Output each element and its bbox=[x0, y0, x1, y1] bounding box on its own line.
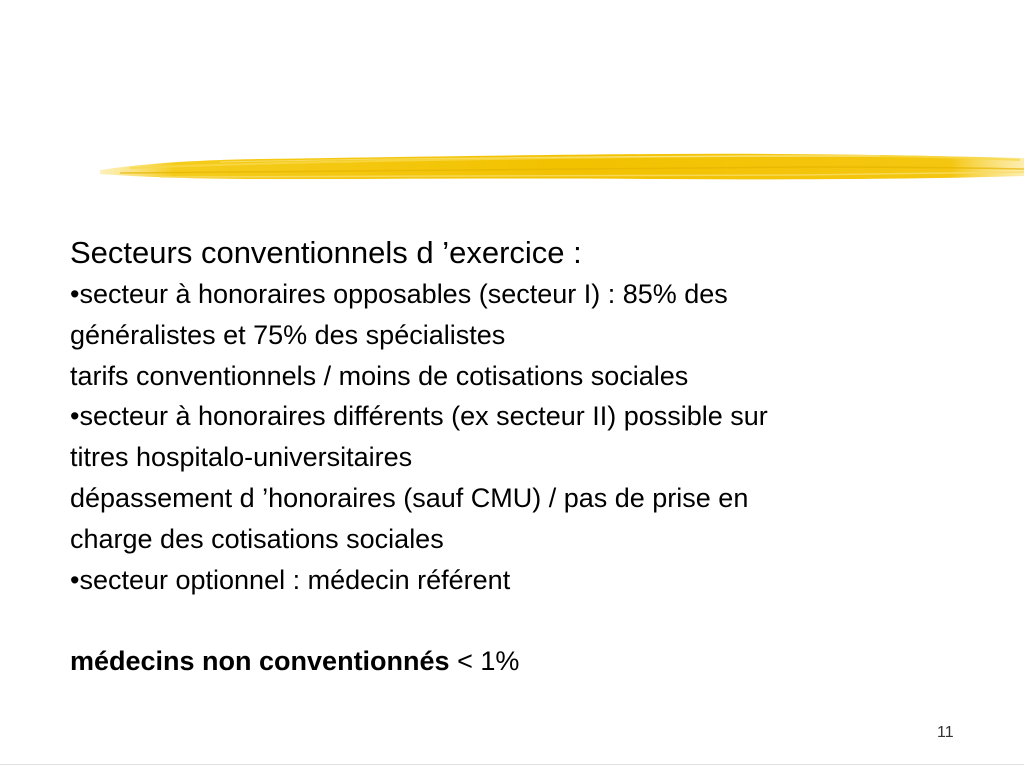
slide-body bbox=[70, 232, 970, 682]
body-line: •secteur optionnel : médecin référent bbox=[70, 564, 511, 595]
bottom-divider bbox=[0, 764, 1024, 765]
body-line: généralistes et 75% des spécialistes bbox=[70, 319, 506, 350]
body-line: charge des cotisations sociales bbox=[70, 523, 444, 554]
summary-line bbox=[70, 641, 970, 682]
summary-bold-text: médecins non conventionnés bbox=[70, 646, 450, 677]
body-line: titres hospitalo-universitaires bbox=[70, 442, 413, 473]
spacer bbox=[70, 600, 970, 641]
summary-value-text: < 1% bbox=[449, 646, 520, 677]
page-number: 11 bbox=[937, 724, 954, 741]
body-line: tarifs conventionnels / moins de cotisations sociales bbox=[70, 360, 689, 391]
yellow-brush-stroke-decoration bbox=[100, 146, 1024, 190]
body-line: dépassement d ’honoraires (sauf CMU) / pas de prise en bbox=[70, 482, 749, 513]
slide-heading: Secteurs conventionnels d ’exercice : bbox=[70, 235, 582, 270]
body-line: •secteur à honoraires opposables (secteur I) : 85% des bbox=[70, 279, 728, 309]
body-line: •secteur à honoraires différents (ex secteur II) possible sur bbox=[70, 401, 768, 432]
